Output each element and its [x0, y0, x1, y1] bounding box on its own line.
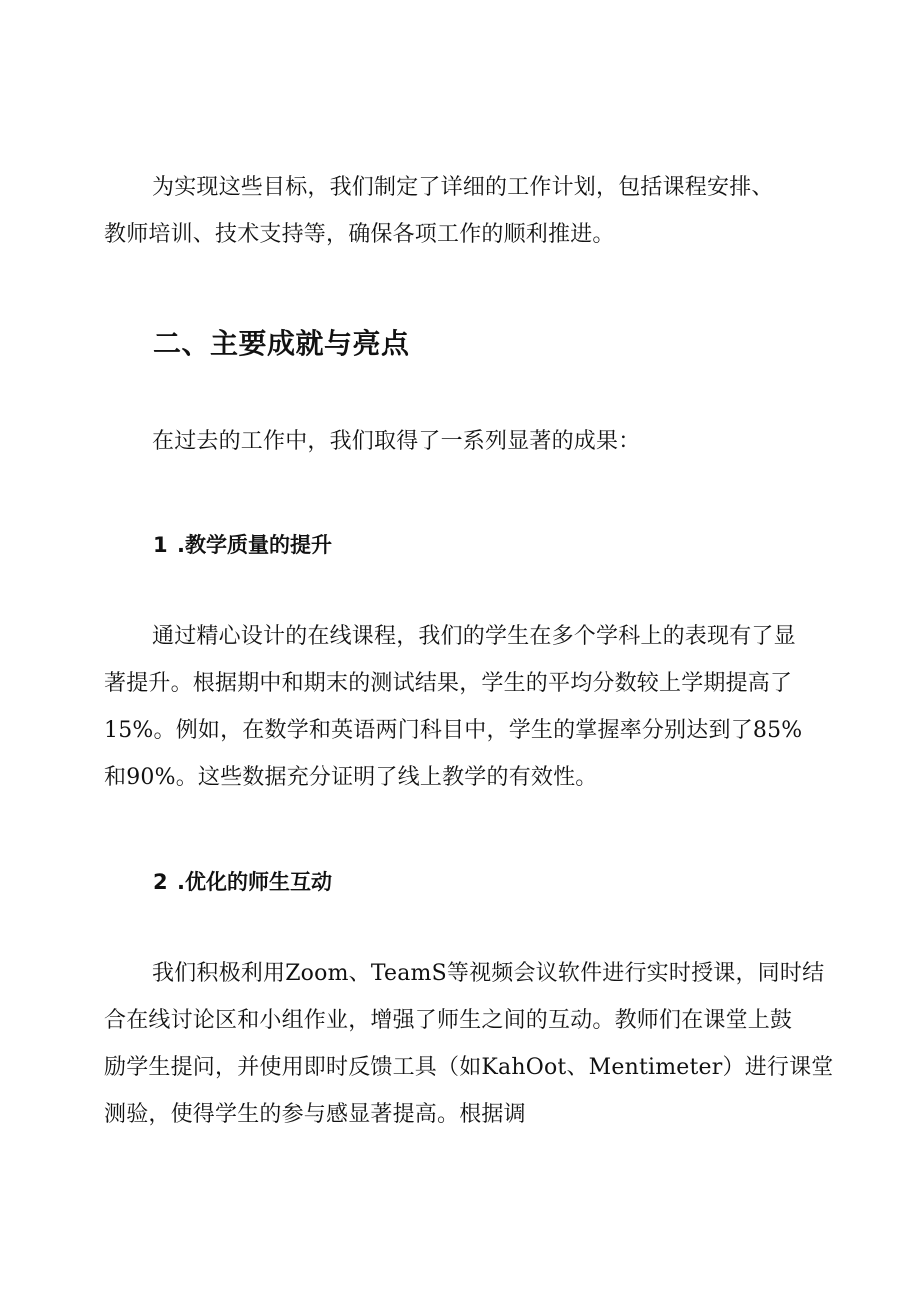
teaching-quality-line-3: 15%。例如，在数学和英语两门科目中，学生的掌握率分别达到了85% — [104, 718, 803, 743]
interaction-line-3: 励学生提问，并使用即时反馈工具（如KahOot、Mentimeter）进行课堂 — [104, 1055, 834, 1080]
interaction-line-2: 合在线讨论区和小组作业，增强了师生之间的互动。教师们在课堂上鼓 — [104, 1008, 793, 1033]
subsection-title-2: .优化的师生互动 — [177, 870, 332, 894]
intro-line-2: 教师培训、技术支持等，确保各项工作的顺利推进。 — [104, 222, 615, 247]
intro-paragraph — [104, 164, 822, 258]
intro-line-1: 为实现这些目标，我们制定了详细的工作计划，包括课程安排、 — [152, 175, 774, 200]
teaching-quality-paragraph — [104, 613, 822, 801]
teaching-quality-line-2: 著提升。根据期中和期末的测试结果，学生的平均分数较上学期提高了 — [104, 671, 793, 696]
subsection-heading-1 — [153, 529, 332, 561]
section-intro-text: 在过去的工作中，我们取得了一系列显著的成果： — [152, 429, 641, 454]
teaching-quality-line-4: 和90%。这些数据充分证明了线上教学的有效性。 — [104, 765, 598, 790]
subsection-number-1: 1 — [153, 533, 168, 557]
interaction-paragraph — [104, 950, 834, 1138]
section-heading: 二、主要成就与亮点 — [153, 327, 410, 360]
subsection-heading-2 — [153, 866, 332, 898]
interaction-line-1: 我们积极利用Zoom、TeamS等视频会议软件进行实时授课，同时结 — [152, 961, 825, 986]
subsection-title-1: .教学质量的提升 — [177, 533, 332, 557]
subsection-number-2: 2 — [153, 870, 168, 894]
section-intro-paragraph — [104, 418, 822, 465]
teaching-quality-line-1: 通过精心设计的在线课程，我们的学生在多个学科上的表现有了显 — [152, 624, 796, 649]
interaction-line-4: 测验，使得学生的参与感显著提高。根据调 — [104, 1102, 526, 1127]
